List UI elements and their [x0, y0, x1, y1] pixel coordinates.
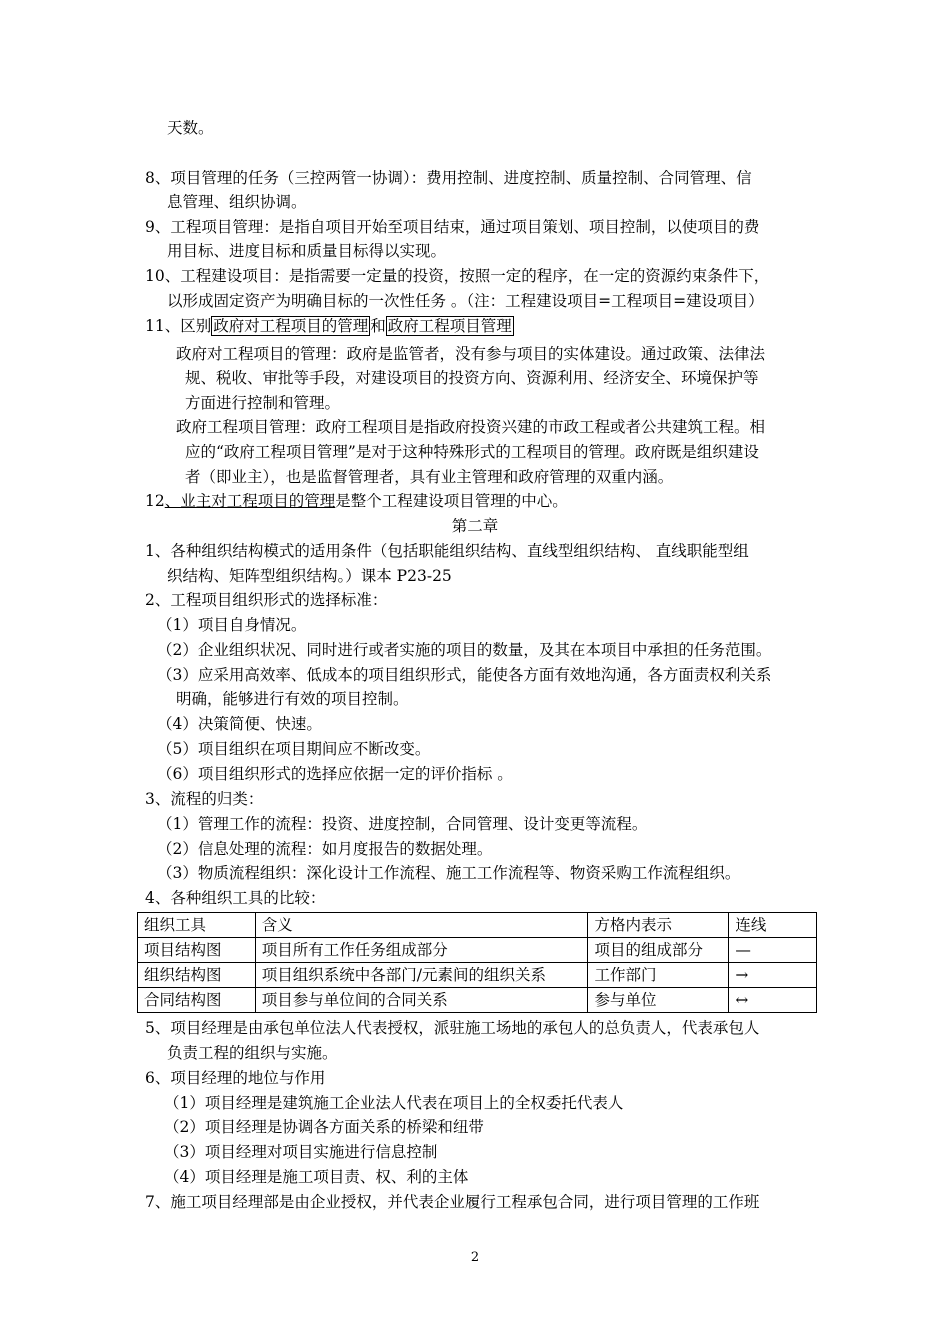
- table-row: [138, 988, 817, 1013]
- text-line: 用目标、进度目标和质量目标得以实现。: [167, 242, 447, 260]
- sub-item: （3）物质流程组织：深化设计工作流程、施工工作流程等、物资采购工作流程组织。: [157, 864, 741, 882]
- underlined-term: 、业主对工程项目的管理: [164, 492, 336, 510]
- table-cell: —: [729, 938, 817, 963]
- table-header-row: [138, 913, 817, 938]
- table-cell: 项目的组成部分: [588, 938, 729, 963]
- table-cell: ↔: [729, 988, 817, 1013]
- sub-item: （1）项目自身情况。: [157, 616, 307, 634]
- boxed-term-government-project-management: 政府工程项目管理: [387, 317, 512, 335]
- text-line: 者（即业主），也是监督管理者，具有业主管理和政府管理的双重内涵。: [185, 468, 674, 486]
- sub-item: （3）应采用高效率、低成本的项目组织形式，能使各方面有效地沟通，各方面责权利关系: [157, 666, 772, 684]
- ch2-item-7: 7、施工项目经理部是由企业授权，并代表企业履行工程承包合同，进行项目管理的工作班: [145, 1193, 760, 1211]
- ch2-item-2: 2、工程项目组织形式的选择标准：: [145, 591, 388, 609]
- table-cell: 参与单位: [588, 988, 729, 1013]
- text-line: 以形成固定资产为明确目标的一次性任务 。（注：工程建设项目=工程项目=建设项目）: [167, 292, 764, 310]
- sub-item: （3）项目经理对项目实施进行信息控制: [164, 1143, 438, 1161]
- comparison-table: [137, 912, 817, 1013]
- text-line: 政府对工程项目的管理：政府是监管者，没有参与项目的实体建设。通过政策、法律法: [176, 345, 766, 363]
- sub-item: （4）项目经理是施工项目责、权、利的主体: [164, 1168, 469, 1186]
- sub-item: （5）项目组织在项目期间应不断改变。: [157, 740, 431, 758]
- sub-item: （2）信息处理的流程：如月度报告的数据处理。: [157, 840, 493, 858]
- ch2-item-6: 6、项目经理的地位与作用: [145, 1069, 326, 1087]
- ch2-item-1: 1、各种组织结构模式的适用条件（包括职能组织结构、直线型组织结构、 直线职能型组: [145, 542, 749, 560]
- table-row: [138, 938, 817, 963]
- item-11-and: 和: [370, 317, 386, 335]
- text-line: 明确，能够进行有效的项目控制。: [176, 690, 409, 708]
- ch2-item-5: 5、项目经理是由承包单位法人代表授权，派驻施工场地的承包人的总负责人，代表承包人: [145, 1019, 760, 1037]
- text-line: 政府工程项目管理：政府工程项目是指政府投资兴建的市政工程或者公共建筑工程。相: [176, 418, 766, 436]
- text-line: 息管理、组织协调。: [167, 193, 307, 211]
- table-cell: 项目结构图: [138, 938, 256, 963]
- item-8: 8、项目管理的任务（三控两管一协调）：费用控制、进度控制、质量控制、合同管理、信: [145, 169, 752, 187]
- table-header-cell: 组织工具: [138, 913, 256, 938]
- item-11: [145, 315, 514, 337]
- sub-item: （2）企业组织状况、同时进行或者实施的项目的数量，及其在本项目中承担的任务范围。: [157, 641, 772, 659]
- ch2-item-4: 4、各种组织工具的比较：: [145, 889, 326, 907]
- item-12-number: 12: [145, 492, 165, 510]
- table-cell: 工作部门: [588, 963, 729, 988]
- text-line: 负责工程的组织与实施。: [167, 1044, 338, 1062]
- text-line: 方面进行控制和管理。: [185, 394, 341, 412]
- item-12-rest: 是整个工程建设项目管理的中心。: [335, 492, 568, 510]
- text-line: 规、税收、审批等手段，对建设项目的投资方向、资源利用、经济安全、环境保护等: [185, 369, 759, 387]
- text-line: 织结构、矩阵型组织结构。）课本 P23-25: [167, 567, 452, 585]
- table-cell: 项目所有工作任务组成部分: [255, 938, 588, 963]
- table-cell: →: [729, 963, 817, 988]
- table-row: [138, 963, 817, 988]
- ch2-item-3: 3、流程的归类：: [145, 790, 264, 808]
- sub-item: （2）项目经理是协调各方面关系的桥梁和纽带: [164, 1118, 484, 1136]
- item-10: 10、工程建设项目：是指需要一定量的投资，按照一定的程序，在一定的资源约束条件下，: [145, 267, 770, 285]
- table-cell: 组织结构图: [138, 963, 256, 988]
- sub-item: （6）项目组织形式的选择应依据一定的评价指标 。: [157, 765, 513, 783]
- text-line: 天数。: [167, 119, 214, 137]
- table-cell: 项目参与单位间的合同关系: [255, 988, 588, 1013]
- page-number: 2: [470, 1250, 480, 1265]
- item-12: [145, 490, 568, 512]
- item-11-prefix: 11、区别: [145, 317, 212, 335]
- sub-item: （4）决策简便、快速。: [157, 715, 322, 733]
- text-line: 应的“政府工程项目管理”是对于这种特殊形式的工程项目的管理。政府既是组织建设: [185, 443, 759, 461]
- table-header-cell: 连线: [729, 913, 817, 938]
- table-header-cell: 含义: [255, 913, 588, 938]
- table-cell: 项目组织系统中各部门/元素间的组织关系: [255, 963, 588, 988]
- chapter-heading: 第二章: [451, 517, 499, 535]
- boxed-term-government-management: 政府对工程项目的管理: [213, 317, 369, 335]
- table-cell: 合同结构图: [138, 988, 256, 1013]
- sub-item: （1）项目经理是建筑施工企业法人代表在项目上的全权委托代表人: [164, 1094, 624, 1112]
- sub-item: （1）管理工作的流程：投资、进度控制，合同管理、设计变更等流程。: [157, 815, 648, 833]
- item-9: 9、工程项目管理：是指自项目开始至项目结束，通过项目策划、项目控制，以使项目的费: [145, 218, 760, 236]
- table-header-cell: 方格内表示: [588, 913, 729, 938]
